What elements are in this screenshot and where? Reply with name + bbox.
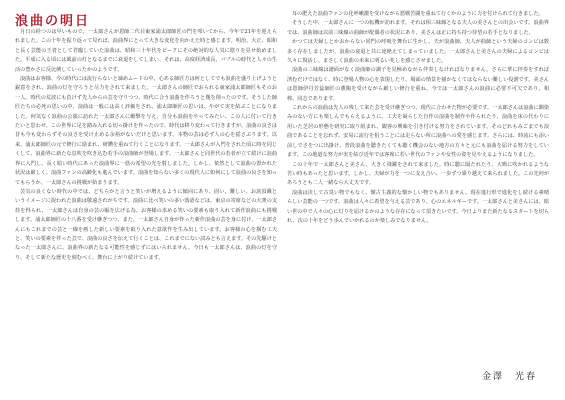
paragraph: 耳の肥えた浪曲ファンの化呼嗽激を受けながら悪戦苦闘を重ねて行くかのように力を付けられて行きました。 bbox=[292, 11, 544, 17]
paragraph: 月日の経つのは早いもので、一太郎さんが恩師二代目東家浦太郎師匠の門を叩いてから、今年で21年を迎えられました。この十年を振り返って見れば、浪曲界にとって大きな変化を向かえた時と感じます。明治、大正、昭和と長く芸能の王者として君臨していた浪曲は、昭和三十年代をピークにその絶対的な人気に陰りを見せ始めました。平成に入る頃には風前の灯となるまでに衰退をしてしまい、それは、高度経済成長、バブルの時代と人々の生活の豊かさに反比例していったかのようです。 bbox=[15, 29, 277, 73]
paragraph: これからの浪曲は先人の残して来た芸を受け継ぎつつ、現代に合わせた物が必要です。一太郎さんは浪曲に馴染みのない方にも楽しんでもらえるように、工夫を凝らした自作の浪曲を制作や作られたり、浪曲を床の代わりに用いた芝居の形態を研究に取り組まれ、観客の興味を引き付ける努力をされています。そのどれもみごまでも浪曲であることを忘れず、安易に流行を狙うことには走らない所に浪曲への愛を感じます。さらには、時流にも添い前しでさをつに出掛け、普段浪曲を聴きたくても聴く機会のない地方の方々と元にも浪曲を届ける努力をしています。この地道な努力が実を結び近年では客席に若い世代のファンや女性の姿を見やえるようになりました。 bbox=[287, 105, 549, 159]
paragraph: 浪曲の三味線は譜面がなく浪曲師の調子を見極めながら伴奏しなければなりません。さらに華に拝奏をすれば済むだけではなく、時に登場人物の心を表現したり、場面の情景を描かなくてはならない難しい役割です。美さんは恩師伊丹芳蕊師匠の薫陶を受けながら厳しい修行を重ね、今では一太郎さんの浪曲に必要不可欠であり、相棒、同志であります。 bbox=[287, 67, 549, 102]
right-column bbox=[287, 10, 549, 226]
paragraph: 浪曲はお客様、今の時代には流行らないと諦めムードの中、心ある師匠方は何としてでも浪曲を盛り上げようと鋭意をされ、浪曲の灯を守ろうと尽力をされて来ました。一太郎さんの師匠でおられる東家浦太郎師匠もそのお一人、時代の荒波にも負けず先人からの芸を守りつつ、時代に合う浪曲を作ろうと幾を削ったのです。そうした師匠たちの必死の思いの中、浪曲は一般には高く評価をされ、浦太郎師匠の思いは、やがて実を結ぶことになりました。何気なく浪曲の公演に訪れた一太郎さんに衝撃を与え、自分も浪曲をやってみたい、この人に付いて行きたいと思わせ、この世界に足を踏み入れる切っ掛けを作ったので、時代は移り変わって行きますが、浪曲の良さは昔も今も変わらずその良さを受け止める余裕がないだけと思います。本物の芸は必ず人の心を揺さぶります。以来、浦太郎師匠の元で修行に励まれ、研鑽を重ねて行くことになります。一太郎さんが入門をされた頃に時を同じくして、浪曲界に新たな息吹を吹き込む若手の浪曲師が登場します。一太郎さんと同世代の若者が立て続けに浪曲界に入門し、長く暗い時代にあった浪曲界に一筋の希望の光を射しました。しかし、依然として浪曲の置かれた状況は厳しく、浪曲ファンの高齢化も進んでいます。浪曲を知らない多くの現代人に如何にして浪曲の良さを知ってもらうか、一太郎さんの挑戦が始まります。 bbox=[15, 76, 277, 186]
author-signature: 金澤 光春 bbox=[481, 372, 537, 382]
article-title: 浪曲の明日 bbox=[15, 14, 91, 29]
paragraph: 浪曲は決して古臭い物でもなく、懐古主義的な懐かしい物でもありません。現在進行形で進化をし続ける素晴らしい芸能の一つです。浪曲は人々に希望を与える芸であり、心のエネルギーです。一太郎さんと美さんには、暗い世の中で人々の心に灯りを届けるかのような存在になって頂きたいです。今日よりまた新たなるスタートを切られ、次の十年をどう歩んでいかれるのか楽しみでなりません。 bbox=[287, 189, 549, 224]
paragraph: そうした中、一太郎さんに一つの転機が訪れます。それは相三味線となる夫人の美さんとの出会いです。浪曲界では、浪曲師は以前三味線の曲師が配偶者の状況にあり、美さんは正に持ち持つ待望の若手となりました。 bbox=[287, 20, 549, 36]
paragraph: この十年で一太郎さんと美さん、大きく飛躍をされて来ました。時に聴に隔たれたり、大嗚に吹かれるような苦い時もあったと思います。しかし、夫婦が力を一つに支え合い、一歩ずつ乗り越えて来られました。この先何があろうとも二人一緒なら大丈夫です。 bbox=[287, 161, 549, 187]
left-column bbox=[15, 28, 277, 263]
paragraph: かつては夫婦しとかおからない同門の呼吸を舞台に生かし、夫が浪曲師、夫人が曲師という夫婦のコンビは数多く存在しましたが、浪曲の衰退と共に途絶えてしまっていました。一太郎さんと美さんの夫婦によるコンビは久々に復活し、まさしく浪曲の未来に明るい兆しを感じさせました。 bbox=[287, 39, 549, 65]
paragraph: 芸気の良くない時代の中では、どちらかと言うと笑いが増えるように傾向にあり、固い、難しい、お涙頂戴というイメージに捉われた浪曲は敬遠されがちです。浪曲に比べ笑いの多い落語などは、東京の寄席などの大衆の支持を得られ、一太郎さんは自身の芸の幅を広げる為、お客様の求める笑いの要素も取り入れて新作浪曲にも挑戦します。浦太郎師匠の十八番を受け継ぎつつ、また、一太郎さん自身が作った新作浪曲の芸を身に付け、一太郎さんにもこれまでの芸と一線を画した新しい要素を取り入れた意欲作を生み出しています。お客様の心を掴む工夫と、笑いの要素を伴った芸で、浪曲の良さを伝えて行くことは、これまでにない試みとも言えます。その先駆けとなった一太郎さんに、浪曲界の新たなる可能性を感じずにはいられません。今日も一太郎さんは、浪曲の灯を守り、そして新たな歴史を刻むべく、舞台に上がり続けています。 bbox=[15, 188, 277, 261]
